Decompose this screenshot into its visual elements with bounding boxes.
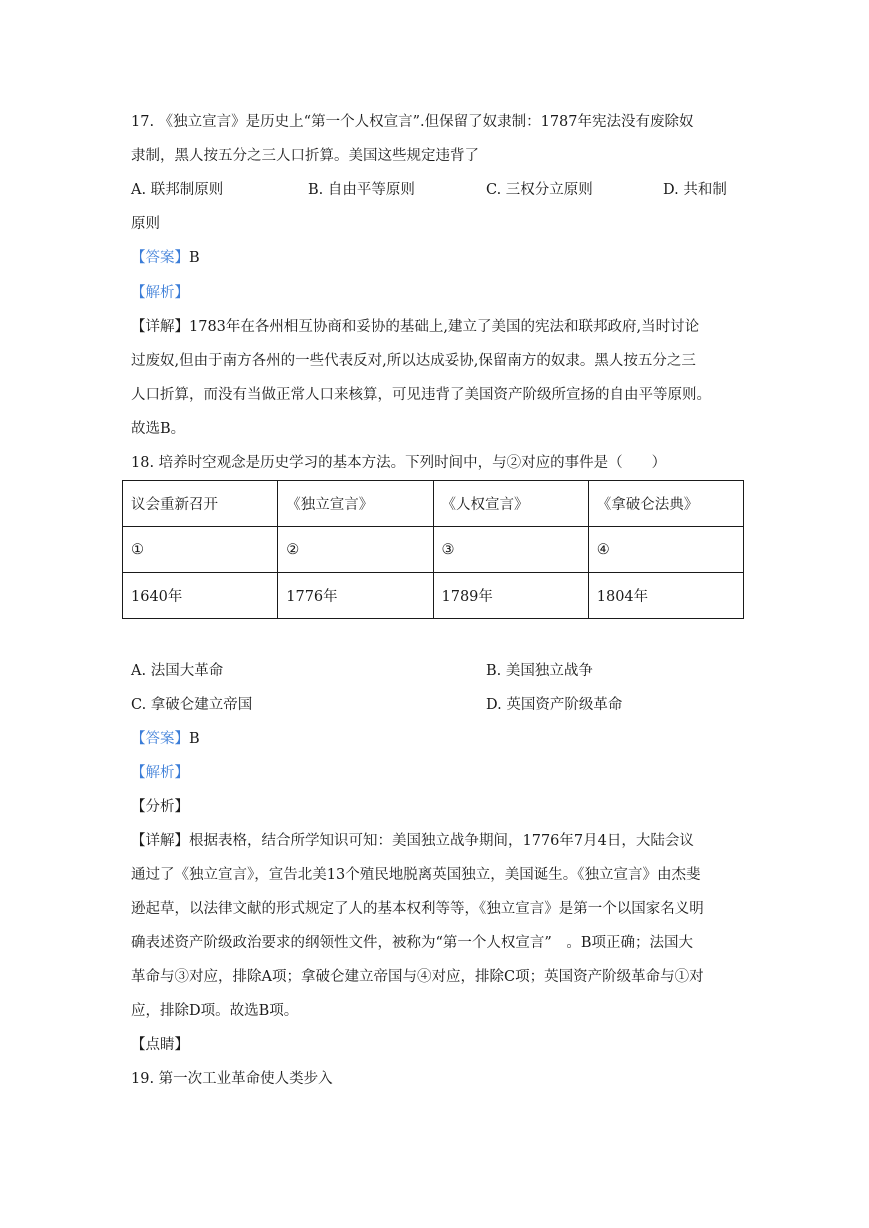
- q18-detail-line-1: [131, 831, 694, 851]
- q18-analysis: [131, 763, 189, 783]
- analysis-tag: 【解析】: [131, 765, 189, 781]
- detail-text: 1783年在各州相互协商和妥协的基础上,建立了美国的宪法和联邦政府,当时讨论: [189, 319, 700, 335]
- q17-detail-line-4: 故选B。: [131, 421, 186, 437]
- detail-tag: 【详解】: [131, 833, 189, 849]
- q17-stem-line-1: 17. 《独立宣言》是历史上“第一个人权宣言”.但保留了奴隶制：1787年宪法没有废除奴: [131, 114, 694, 130]
- q18-detail-line-6: 应，排除D项。故选B项。: [131, 1003, 299, 1019]
- table-cell: 1640年: [123, 573, 278, 619]
- q17-detail-line-2: 过废奴,但由于南方各州的一些代表反对,所以达成妥协,保留南方的奴隶。黑人按五分之三: [131, 353, 696, 369]
- table-cell: 1804年: [588, 573, 743, 619]
- q17-analysis: [131, 283, 189, 303]
- q17-option-b: B. 自由平等原则: [308, 182, 415, 198]
- table-cell: ①: [123, 527, 278, 573]
- table-cell: ②: [278, 527, 433, 573]
- q18-detail-line-3: 逊起草，以法律文献的形式规定了人的基本权利等等，《独立宣言》是第一个以国家名义明: [131, 901, 704, 917]
- table-cell: 《独立宣言》: [278, 481, 433, 527]
- q17-detail-line-1: [131, 317, 699, 337]
- analysis-tag: 【解析】: [131, 285, 189, 301]
- table-cell: ④: [588, 527, 743, 573]
- table-cell: 1789年: [433, 573, 588, 619]
- detail-text: 根据表格，结合所学知识可知：美国独立战争期间，1776年7月4日，大陆会议: [189, 833, 694, 849]
- q18-detail-line-2: 通过了《独立宣言》，宣告北美13个殖民地脱离英国独立，美国诞生。《独立宣言》由杰斐: [131, 867, 701, 883]
- q18-answer: [131, 729, 200, 749]
- answer-tag: 【答案】: [131, 250, 189, 266]
- table-cell: 1776年: [278, 573, 433, 619]
- table-cell: 《拿破仑法典》: [588, 481, 743, 527]
- q17-option-d-wrap: 原则: [131, 216, 160, 232]
- table-cell: 议会重新召开: [123, 481, 278, 527]
- q17-detail-line-3: 人口折算，而没有当做正常人口来核算，可见违背了美国资产阶级所宣扬的自由平等原则。: [131, 387, 711, 403]
- detail-tag: 【详解】: [131, 319, 189, 335]
- table-row: [123, 573, 744, 619]
- q18-option-d: D. 英国资产阶级革命: [486, 697, 623, 713]
- q17-option-d: D. 共和制: [663, 182, 727, 198]
- table-row: [123, 527, 744, 573]
- q18-detail-line-4: 确表述资产阶级政治要求的纲领性文件，被称为“第一个人权宣言” 。B项正确；法国大: [131, 935, 693, 951]
- q18-option-a: A. 法国大革命: [131, 663, 224, 679]
- table-cell: ③: [433, 527, 588, 573]
- q18-option-b: B. 美国独立战争: [486, 663, 593, 679]
- q19-stem: 19. 第一次工业革命使人类步入: [131, 1071, 333, 1087]
- q17-option-c: C. 三权分立原则: [486, 182, 593, 198]
- answer-value: B: [189, 250, 200, 266]
- q17-stem-line-2: 隶制，黑人按五分之三人口折算。美国这些规定违背了: [131, 148, 479, 164]
- q18-dianjing: 【点睛】: [131, 1037, 189, 1053]
- q17-answer: [131, 248, 200, 268]
- q18-fenxi: 【分析】: [131, 799, 189, 815]
- q18-option-c: C. 拿破仑建立帝国: [131, 697, 253, 713]
- answer-tag: 【答案】: [131, 731, 189, 747]
- q18-stem: 18. 培养时空观念是历史学习的基本方法。下列时间中，与②对应的事件是（ ）: [131, 455, 667, 471]
- table-cell: 《人权宣言》: [433, 481, 588, 527]
- table-row: [123, 481, 744, 527]
- q17-option-a: A. 联邦制原则: [131, 182, 224, 198]
- answer-value: B: [189, 731, 200, 747]
- q18-detail-line-5: 革命与③对应，排除A项；拿破仑建立帝国与④对应，排除C项；英国资产阶级革命与①对: [131, 969, 704, 985]
- timeline-table: [122, 480, 744, 619]
